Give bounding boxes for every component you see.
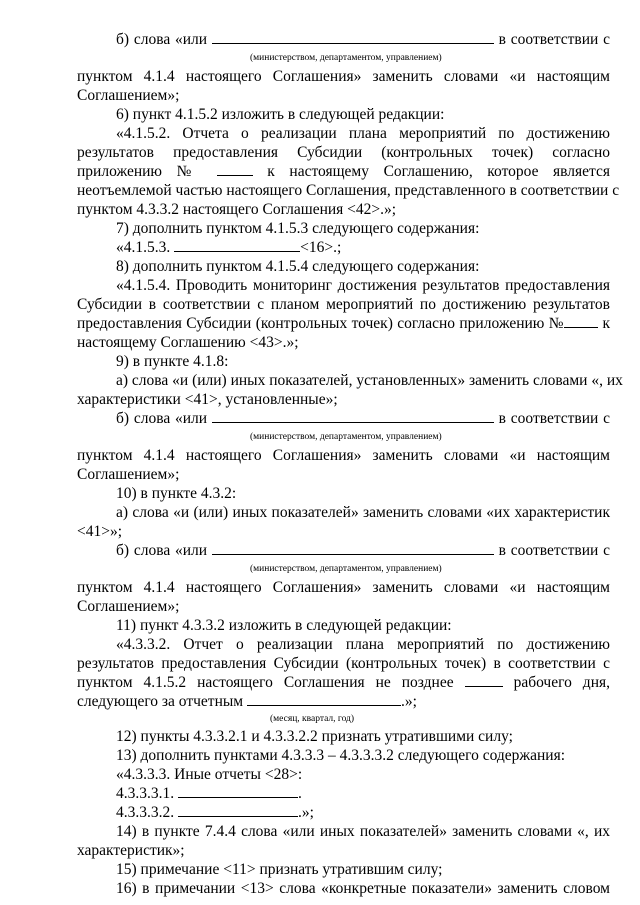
text-line: 8) дополнить пунктом 4.1.5.4 следующего содержания: [116, 258, 480, 275]
text-line: а) слова «и (или) иных показателей, установленных» заменить словами «, их [116, 372, 623, 389]
text-fragment: в соответствии с [498, 542, 611, 559]
text-line: 6) пункт 4.1.5.2 изложить в следующей редакции: [116, 106, 445, 123]
text-line: «4.3.3.2. Отчет о реализации плана мероприятий по достижению [116, 636, 610, 653]
text-fragment: б) слова «или [116, 31, 208, 48]
text-line: характеристик»; [77, 842, 185, 859]
field-caption: (министерством, департаментом, управлением) [250, 432, 442, 442]
text-line: пунктом 4.1.4 настоящего Соглашения» заменить словами «и настоящим [77, 579, 610, 596]
text-line: 12) пункты 4.3.3.2.1 и 4.3.3.2.2 признать утратившими силу; [116, 728, 513, 745]
text-line [77, 162, 610, 181]
text-line: 7) дополнить пунктом 4.1.5.3 следующего содержания: [116, 220, 480, 237]
text-line: результатов предоставления Субсидии (контрольных точек) в соответствии с [77, 655, 610, 672]
blank-line [212, 541, 494, 555]
field-caption: (министерством, департаментом, управлением) [250, 53, 442, 63]
text-line: Соглашением»; [77, 466, 180, 483]
text-fragment: .»; [400, 693, 417, 710]
blank-line [564, 314, 598, 328]
text-fragment: приложению № [77, 163, 203, 180]
text-line: а) слова «и (или) иных показателей» заменить словами «их характеристик [116, 504, 610, 521]
text-line: «4.1.5.4. Проводить мониторинг достижения результатов предоставления [116, 277, 610, 294]
text-line [116, 30, 610, 49]
text-fragment: к настоящему Соглашению, которое является [267, 163, 611, 180]
text-line: 15) примечание <11> признать утратившим силу; [116, 861, 443, 878]
text-line: 13) дополнить пунктами 4.3.3.3 – 4.3.3.3.2 следующего содержания: [116, 747, 566, 764]
text-line [116, 784, 610, 803]
field-caption: (месяц, квартал, год) [270, 714, 355, 724]
text-line [116, 238, 610, 257]
text-line: 14) в пункте 7.4.4 слова «или иных показателей» заменить словами «, их [116, 823, 610, 840]
blank-line [247, 692, 401, 706]
text-line: пунктом 4.1.4 настоящего Соглашения» заменить словами «и настоящим [77, 447, 610, 464]
text-line: 9) в пункте 4.1.8: [116, 353, 229, 370]
text-fragment: «4.1.5.3. [116, 239, 171, 256]
text-fragment: к [602, 315, 610, 332]
text-fragment: б) слова «или [116, 542, 208, 559]
text-line: 16) в примечании <13> слова «конкретные показатели» заменить словом [116, 880, 610, 897]
text-line: Соглашением»; [77, 87, 180, 104]
blank-line [174, 238, 300, 252]
text-line [116, 541, 610, 560]
text-line [77, 673, 610, 692]
text-fragment: в соответствии с [498, 410, 611, 427]
text-line [77, 692, 610, 711]
blank-line [178, 803, 298, 817]
text-fragment: б) слова «или [116, 410, 208, 427]
blank-line [212, 409, 494, 423]
field-caption: (министерством, департаментом, управлением) [250, 564, 442, 574]
blank-line [217, 162, 253, 176]
text-line: «4.3.3.3. Иные отчеты <28>: [116, 766, 303, 783]
text-fragment: рабочего дня, [513, 674, 610, 691]
text-line: «4.1.5.2. Отчета о реализации плана мероприятий по достижению [116, 125, 610, 142]
text-line: пунктом 4.3.3.2 настоящего Соглашения <42>.»; [77, 201, 397, 218]
text-fragment: следующего за отчетным [77, 693, 244, 710]
text-line: настоящему Соглашению <43>.»; [77, 334, 299, 351]
text-fragment: . [298, 785, 302, 802]
text-line: неотъемлемой частью настоящего Соглашения, представленного в соответствии с [77, 182, 620, 199]
text-line: <41>»; [77, 523, 123, 540]
text-line [77, 314, 610, 333]
text-fragment: 4.3.3.3.2. [116, 804, 175, 821]
text-line: пунктом 4.1.4 настоящего Соглашения» заменить словами «и настоящим [77, 68, 610, 85]
text-fragment: <16>.; [300, 239, 342, 256]
text-fragment: в соответствии с [498, 31, 611, 48]
text-line: Соглашением»; [77, 598, 180, 615]
text-line: результатов предоставления Субсидии (контрольных точек) согласно [77, 144, 610, 161]
text-line [116, 803, 610, 822]
text-fragment: предоставления Субсидии (контрольных точек) согласно приложению № [77, 315, 565, 332]
blank-line [465, 673, 503, 687]
text-line: 11) пункт 4.3.3.2 изложить в следующей редакции: [116, 617, 452, 634]
text-fragment: 4.3.3.3.1. [116, 785, 175, 802]
text-line: 10) в пункте 4.3.2: [116, 485, 237, 502]
blank-line [178, 784, 298, 798]
text-fragment: пунктом 4.1.5.2 настоящего Соглашения не позднее [77, 674, 454, 691]
blank-line [212, 30, 494, 44]
text-line: Субсидии в соответствии с планом мероприятий по достижению результатов [77, 296, 610, 313]
text-line [116, 409, 610, 428]
text-line: характеристики <41>, установленные»; [77, 391, 338, 408]
text-fragment: .»; [298, 804, 314, 821]
